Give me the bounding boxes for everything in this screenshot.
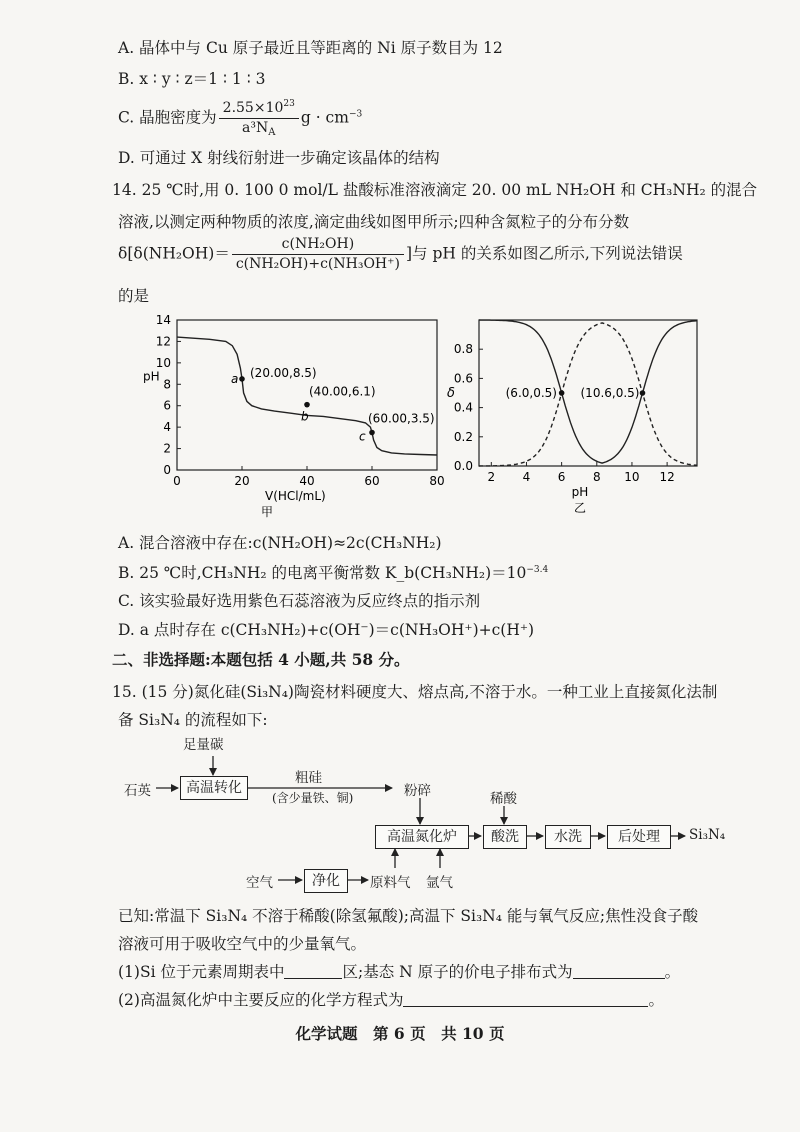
delta-suffix: ]与 pH 的关系如图乙所示,下列说法错误 (406, 244, 683, 263)
q14-stem-line1: 14. 25 ℃时,用 0. 100 0 mol/L 盐酸标准溶液滴定 20. 00 mL NH₂OH 和 CH₃NH₂ 的混合 (112, 181, 758, 199)
y-tick-label: 10 (155, 355, 171, 370)
flow-box-post-treatment: 后处理 (607, 825, 671, 849)
q15-sub1-part1: (1)Si 位于元素周期表中 (118, 963, 285, 981)
q13-option-b: B. x ∶ y ∶ z＝1 ∶ 1 ∶ 3 (118, 70, 266, 88)
flow-product-label: Si₃N₄ (689, 827, 726, 843)
q14-option-d: D. a 点时存在 c(CH₃NH₂)+c(OH⁻)＝c(NH₃OH⁺)+c(H⁺) (118, 621, 535, 639)
y-tick-label: 0.4 (453, 400, 473, 415)
q14-option-a: A. 混合溶液中存在:c(NH₂OH)≈2c(CH₃NH₂) (118, 534, 442, 552)
x-tick-label: 40 (299, 474, 315, 488)
crossing-point-label: (6.0,0.5) (505, 386, 557, 400)
point-label-b: (40.00,6.1) (309, 384, 376, 399)
y-tick-label: 12 (155, 334, 171, 349)
q14-stem-line4: 的是 (118, 287, 150, 305)
flow-crude-si-label: 粗硅 (295, 770, 322, 786)
x-tick-label: 6 (557, 470, 566, 484)
crossing-point-label: (10.6,0.5) (580, 386, 640, 400)
x-tick-label: 0 (173, 474, 181, 488)
q13-option-c-label: C. 晶胞密度为 (118, 108, 217, 127)
y-tick-label: 0 (163, 463, 171, 477)
q15-known-line2: 溶液可用于吸收空气中的少量氧气。 (118, 935, 367, 953)
point-name-b: b (301, 409, 309, 424)
q13-option-a: A. 晶体中与 Cu 原子最近且等距离的 Ni 原子数目为 12 (118, 39, 503, 57)
flow-quartz-label: 石英 (124, 783, 151, 799)
density-denominator: a³N (242, 120, 269, 136)
q15-sub1-part2: 区;基态 N 原子的价电子排布式为 (342, 963, 573, 981)
flow-box-high-temp: 高温转化 (180, 776, 248, 800)
delta-numerator: c(NH₂OH) (232, 236, 404, 255)
y-tick-label: 8 (163, 377, 171, 392)
x-tick-label: 12 (659, 470, 675, 484)
density-unit-exp: −3 (348, 109, 363, 120)
y-tick-label: 6 (163, 398, 171, 413)
delta-prefix: δ[δ(NH₂OH)＝ (118, 244, 230, 263)
answer-blank-electron-config[interactable] (573, 964, 665, 979)
flow-crush-label: 粉碎 (404, 783, 431, 799)
density-denominator-sub: A (268, 127, 276, 138)
q14-stem-line2: 溶液,以测定两种物质的浓度,滴定曲线如图甲所示;四种含氮粒子的分布分数 (118, 213, 630, 231)
q15-stem-line2: 备 Si₃N₄ 的流程如下: (118, 711, 268, 729)
flow-feed-gas-label: 原料气 (370, 875, 411, 891)
x-axis-label: pH (571, 485, 589, 499)
flow-argon-label: 氩气 (426, 875, 453, 891)
y-tick-label: 0.2 (453, 429, 473, 444)
chart-caption: 乙 (573, 501, 587, 515)
point-label-a: (20.00,8.5) (250, 365, 317, 380)
flow-dilute-acid-label: 稀酸 (490, 791, 517, 807)
delta-denominator: c(NH₂OH)+c(NH₃OH⁺) (235, 256, 400, 272)
q14-option-b-exp: −3.4 (526, 565, 549, 575)
point-label-c: (60.00,3.5) (368, 411, 435, 426)
point-name-c: c (359, 429, 366, 444)
q15-sub2-part1: (2)高温氮化炉中主要反应的化学方程式为 (118, 991, 404, 1009)
x-tick-label: 20 (234, 474, 250, 488)
x-tick-label: 10 (624, 470, 640, 484)
q15-stem-line1: 15. (15 分)氮化硅(Si₃N₄)陶瓷材料硬度大、熔点高,不溶于水。一种工业上直接氮化法制 (112, 683, 718, 701)
x-tick-label: 2 (487, 470, 496, 484)
q15-sub2 (118, 990, 664, 1010)
flow-box-water-wash: 水洗 (545, 825, 591, 849)
point-name-a: a (231, 371, 239, 386)
q15-sub2-end: 。 (648, 991, 664, 1009)
y-tick-label: 0.0 (453, 459, 473, 473)
density-unit: g · cm (300, 108, 349, 127)
flow-crude-si-note: (含少量铁、铜) (272, 791, 354, 805)
x-axis-label: V(HCl/mL) (265, 489, 326, 503)
y-axis-label: pH (143, 369, 160, 384)
density-exponent: 23 (283, 99, 295, 109)
x-tick-label: 80 (429, 474, 445, 488)
q15-sub1-end: 。 (664, 963, 681, 981)
density-numerator: 2.55×10 (222, 100, 284, 116)
answer-blank-block[interactable] (284, 964, 342, 979)
chart-caption: 甲 (260, 505, 274, 519)
y-tick-label: 2 (163, 441, 171, 456)
flow-box-acid-wash: 酸洗 (483, 825, 527, 849)
x-tick-label: 4 (522, 470, 531, 484)
flow-box-furnace: 高温氮化炉 (375, 825, 469, 849)
x-tick-label: 8 (592, 470, 601, 484)
x-tick-label: 60 (364, 474, 380, 488)
flow-air-label: 空气 (246, 875, 273, 891)
y-tick-label: 0.8 (453, 342, 473, 357)
flow-box-purify: 净化 (304, 869, 348, 893)
section-heading: 二、非选择题:本题包括 4 小题,共 58 分。 (112, 650, 410, 669)
q14-option-c: C. 该实验最好选用紫色石蕊溶液为反应终点的指示剂 (118, 592, 481, 610)
flow-carbon-label: 足量碳 (183, 737, 224, 753)
y-axis-label: δ (447, 386, 455, 401)
y-tick-label: 14 (155, 313, 171, 327)
q15-known-line1: 已知:常温下 Si₃N₄ 不溶于稀酸(除氢氟酸);高温下 Si₃N₄ 能与氧气反应;焦性没食子酸 (118, 907, 699, 925)
q15-sub1 (118, 962, 680, 982)
y-tick-label: 0.6 (453, 371, 473, 386)
q14-option-b-text: B. 25 ℃时,CH₃NH₂ 的电离平衡常数 K_b(CH₃NH₂)＝10 (118, 564, 527, 582)
q13-option-d: D. 可通过 X 射线衍射进一步确定该晶体的结构 (118, 149, 440, 167)
page-footer: 化学试题 第 6 页 共 10 页 (295, 1024, 505, 1043)
y-tick-label: 4 (163, 420, 171, 435)
answer-blank-equation[interactable] (403, 992, 648, 1007)
